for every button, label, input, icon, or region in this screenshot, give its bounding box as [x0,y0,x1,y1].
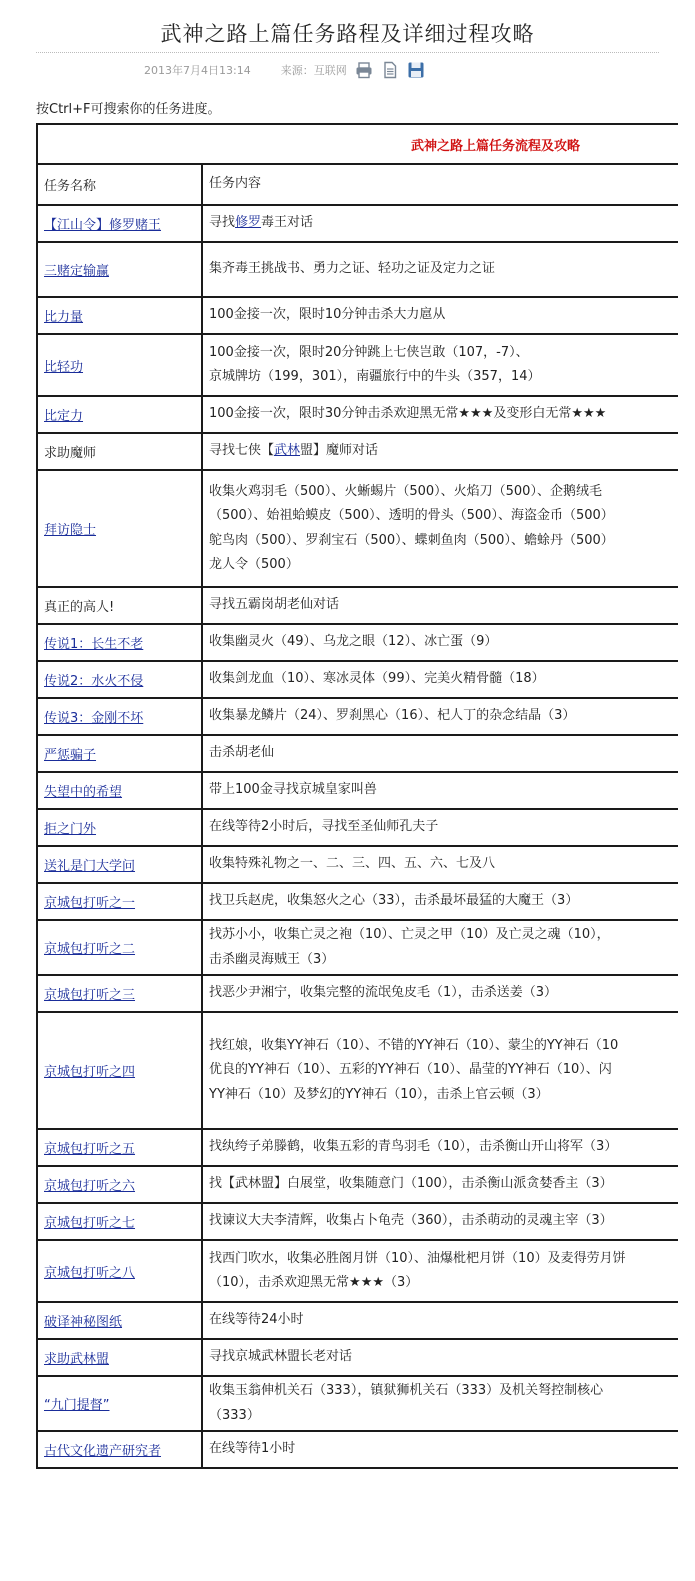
quest-name-link[interactable]: 京城包打听之七 [44,1216,136,1231]
quest-name-cell [38,1377,203,1430]
table-row [38,773,678,810]
quest-content-cell [203,625,678,660]
quest-content-cell [203,736,678,771]
content-text: 优良的YY神石（10）、五彩的YY神石（10）、晶莹的YY神石（10）、闪 [209,1062,612,1078]
quest-name-link[interactable]: 传说2：水火不侵 [44,674,144,689]
quest-content-line [209,1058,678,1083]
quest-name-link[interactable]: 比轻功 [44,359,84,375]
content-text: 收集玉翁伸机关石（333），镇狱狮机关石（333）及机关弩控制核心 [209,1383,604,1398]
content-text: 收集火鸡羽毛（500）、火蜥蜴片（500）、火焰刀（500）、企鹅绒毛 [209,483,602,499]
quest-name-cell [38,471,203,586]
content-text: 找纨绔子弟滕鹤，收集五彩的青鸟羽毛（10），击杀衡山开山将军（3） [209,1139,618,1155]
quest-content-line [209,1308,678,1333]
quest-name-cell [38,773,203,808]
content-text: YY神石（10）及梦幻的YY神石（10），击杀上官云顿（3） [209,1086,549,1102]
quest-name-link[interactable]: 【江山令】修罗赌王 [44,218,162,233]
quest-name-cell [38,1432,203,1467]
content-text: 集齐毒王挑战书、勇力之证、轻功之证及定力之证 [209,261,496,277]
quest-name-cell [38,1241,203,1301]
quest-name-link[interactable]: 京城包打听之六 [44,1179,136,1194]
quest-name-cell [38,1204,203,1239]
content-text: 在线等待2小时后，寻找至圣仙师孔夫子 [209,819,439,835]
quest-content-line [209,667,678,692]
quest-content-cell [203,1303,678,1338]
table-row [38,810,678,847]
quest-name-cell [38,1013,203,1128]
quest-name-link[interactable]: 严惩骗子 [44,748,97,763]
quest-name-link[interactable]: 京城包打听之二 [44,942,136,957]
content-text: 寻找 [209,215,236,231]
content-text: （333） [209,1407,260,1423]
quest-content-cell [203,298,678,333]
content-text: 毒王对话 [261,215,314,231]
column-header-name: 任务名称 [38,165,203,204]
table-row [38,736,678,773]
quest-content-cell [203,1340,678,1375]
quest-name-cell [38,397,203,432]
table-row [38,335,678,397]
quest-content-line [209,553,678,578]
quest-content-line [209,923,678,948]
quest-name-cell [38,847,203,882]
quest-content-line [209,948,678,973]
quest-content-line [209,778,678,803]
content-text: 击杀幽灵海贼王（3） [209,951,335,967]
content-text: 鸵鸟肉（500）、罗刹宝石（500）、蝶刺鱼肉（500）、蟾蜍丹（500） [209,532,614,548]
content-text: 在线等待24小时 [209,1312,304,1328]
table-row [38,847,678,884]
quest-name-link[interactable]: 送礼是门大学问 [44,859,136,874]
column-header-row [38,165,678,206]
content-text: 找红娘，收集YY神石（10）、不错的YY神石（10）、蒙尘的YY神石（10 [209,1037,619,1053]
content-text: 收集幽灵火（49）、乌龙之眼（12）、冰亡蛋（9） [209,634,498,650]
quest-name-link[interactable]: “九门提督” [44,1398,110,1413]
quest-name-link[interactable]: 京城包打听之一 [44,896,136,911]
table-row [38,1167,678,1204]
quest-content-line [209,257,678,282]
table-row [38,206,678,243]
quest-content-line [209,704,678,729]
content-text: 寻找五霸岗胡老仙对话 [209,597,340,613]
quest-name-cell [38,206,203,241]
content-text: 在线等待1小时 [209,1441,296,1457]
quest-content-cell [203,773,678,808]
content-text: 找【武林盟】白展堂，收集随意门（100），击杀衡山派贪婪香主（3） [209,1176,613,1192]
quest-name-link[interactable]: 求助武林盟 [44,1352,110,1367]
quest-content-line [209,1034,678,1059]
table-title-row [38,125,678,165]
quest-name-cell [38,434,203,469]
table-row [38,976,678,1013]
quest-content-cell [203,588,678,623]
quest-content-cell [203,434,678,469]
table-row [38,397,678,434]
quest-content-line [209,630,678,655]
content-text: 带上100金寻找京城皇家叫兽 [209,782,377,798]
quest-content-line [209,1172,678,1197]
quest-content-line [209,981,678,1006]
quest-name-cell [38,625,203,660]
article-title: 武神之路上篇任务路程及详细过程攻略 [160,22,535,46]
quest-content-cell [203,471,678,586]
table-row [38,625,678,662]
content-text: 寻找京城武林盟长老对话 [209,1349,353,1365]
document-icon[interactable] [381,61,399,79]
quest-content-line [209,815,678,840]
table-row [38,1303,678,1340]
table-row [38,1013,678,1130]
quest-content-cell [203,1167,678,1202]
table-row [38,1130,678,1167]
table-row [38,884,678,921]
quest-content-line [209,1345,678,1370]
table-row [38,243,678,298]
quest-content-cell [203,1204,678,1239]
quest-content-cell [203,662,678,697]
quest-name-link[interactable]: 传说1：长生不老 [44,637,144,652]
quest-name-cell [38,1167,203,1202]
table-row [38,434,678,471]
quest-name-cell [38,335,203,395]
content-text: 收集暴龙鳞片（24）、罗刹黑心（16）、杞人丁的杂念结晶（3） [209,708,576,724]
quest-content-cell [203,335,678,395]
content-text: （500）、始祖蛤蟆皮（500）、透明的骨头（500）、海盗金币（500） [209,508,614,523]
quest-content-line [209,365,678,390]
quest-content-cell [203,810,678,845]
quest-name-cell [38,298,203,333]
quest-content-line [209,889,678,914]
table-row [38,921,678,976]
quest-content-cell [203,243,678,296]
quest-name: 求助魔师 [44,446,97,461]
quest-content-line [209,303,678,328]
quest-name-link[interactable]: 京城包打听之三 [44,988,136,1003]
quest-content-cell [203,1432,678,1467]
quest-name-cell [38,243,203,296]
table-row [38,298,678,335]
quest-name-link[interactable]: 比定力 [44,409,84,424]
table-row [38,662,678,699]
column-header-content [203,165,678,204]
column-header-content-label: 任务内容 [209,176,262,192]
quest-content-cell [203,1241,678,1301]
quest-content-line [209,1379,678,1404]
quest-content-line [209,1404,678,1429]
content-text: （10），击杀欢迎黑无常★★★（3） [209,1275,419,1290]
print-icon[interactable] [355,61,373,79]
quest-name-link[interactable]: 拜访隐士 [44,523,97,538]
content-text: 寻找七侠【 [209,443,275,459]
quest-name-cell [38,1340,203,1375]
content-text: 找卫兵赵虎，收集怒火之心（33），击杀最坏最猛的大魔王（3） [209,893,579,909]
table-row [38,1204,678,1241]
quest-content-line [209,1209,678,1234]
publish-date: 2013年7月4日13:14 [144,64,251,77]
table-row [38,1241,678,1303]
content-text: 找恶少尹湘宁，收集完整的流氓兔皮毛（1），击杀送姜（3） [209,985,558,1001]
table-row [38,471,678,588]
inline-link[interactable]: 修罗 [235,215,262,231]
table-row [38,1377,678,1432]
quest-content-line [209,480,678,505]
content-text: 龙人令（500） [209,557,299,572]
source-label: 来源：互联网 [280,64,347,77]
quest-name-cell [38,699,203,734]
table-row [38,1432,678,1469]
table-row [38,699,678,736]
content-text: 找谏议大夫李清辉，收集占卜龟壳（360），击杀萌动的灵魂主宰（3） [209,1213,613,1229]
title-divider [36,52,659,53]
quest-content-cell [203,1377,678,1430]
content-text: 盟】魔师对话 [300,443,379,459]
content-text: 击杀胡老仙 [209,745,275,761]
quest-content-line [209,402,678,427]
quest-name-cell [38,921,203,974]
table-title: 武神之路上篇任务流程及攻略 [411,139,581,154]
article-meta [144,60,425,80]
quest-name-link[interactable]: 失望中的希望 [44,785,123,800]
inline-link[interactable]: 武林 [274,443,301,459]
content-text: 100金接一次，限时10分钟击杀大力扈从 [209,307,446,323]
quest-name-cell [38,1303,203,1338]
quest-content-cell [203,884,678,919]
quest-content-line [209,1271,678,1296]
quest-name-link[interactable]: 比力量 [44,310,84,325]
quest-name-link[interactable]: 京城包打听之五 [44,1142,136,1157]
quest-name-link[interactable]: 破译神秘图纸 [44,1315,123,1330]
content-text: 找苏小小，收集亡灵之袍（10）、亡灵之甲（10）及亡灵之魂（10）， [209,927,610,942]
quest-content-cell [203,699,678,734]
quest-name-link[interactable]: 京城包打听之四 [44,1065,136,1080]
quest-content-line [209,593,678,618]
quest-content-line [209,439,678,464]
quest-name-cell [38,1130,203,1165]
quest-name: 真正的高人! [44,600,115,615]
quest-content-cell [203,206,678,241]
table-row [38,588,678,625]
quest-content-line [209,529,678,554]
quest-content-line [209,341,678,366]
quest-content-cell [203,976,678,1011]
quest-name-link[interactable]: 拒之门外 [44,822,97,837]
content-text: 收集剑龙血（10）、寒冰灵体（99）、完美火精骨髓（18） [209,671,545,687]
content-text: 收集特殊礼物之一、二、三、四、五、六、七及八 [209,856,496,872]
quest-name-cell [38,588,203,623]
quest-content-line [209,211,678,236]
quest-table [36,123,678,1469]
content-text: 100金接一次，限时30分钟击杀欢迎黑无常★★★及变形白无常★★★ [209,406,607,422]
quest-content-line [209,1083,678,1108]
quest-name-link[interactable]: 传说3：金刚不坏 [44,711,144,726]
quest-name-cell [38,976,203,1011]
quest-name-link[interactable]: 京城包打听之八 [44,1265,136,1281]
quest-content-cell [203,847,678,882]
quest-content-cell [203,1130,678,1165]
quest-name-cell [38,884,203,919]
content-text: 京城牌坊（199，301），南疆旅行中的牛头（357，14） [209,369,541,384]
quest-name-cell [38,662,203,697]
quest-content-line [209,1437,678,1462]
quest-content-line [209,1135,678,1160]
quest-name-link[interactable]: 三赌定输赢 [44,264,110,279]
quest-content-line [209,504,678,529]
save-icon[interactable] [407,61,425,79]
content-text: 找西门吹水，收集必胜阁月饼（10）、油爆枇杷月饼（10）及麦得劳月饼 [209,1250,626,1266]
quest-content-cell [203,921,678,974]
quest-content-line [209,852,678,877]
quest-content-line [209,741,678,766]
search-hint: 按Ctrl+F可搜索你的任务进度。 [36,102,221,117]
quest-content-cell [203,1013,678,1128]
table-row [38,1340,678,1377]
content-text: 100金接一次，限时20分钟跳上七侠岂敢（107，-7）、 [209,344,529,360]
quest-name-cell [38,736,203,771]
quest-content-cell [203,397,678,432]
quest-content-line [209,1247,678,1272]
quest-name-link[interactable]: 古代文化遗产研究者 [44,1444,162,1459]
quest-name-cell [38,810,203,845]
